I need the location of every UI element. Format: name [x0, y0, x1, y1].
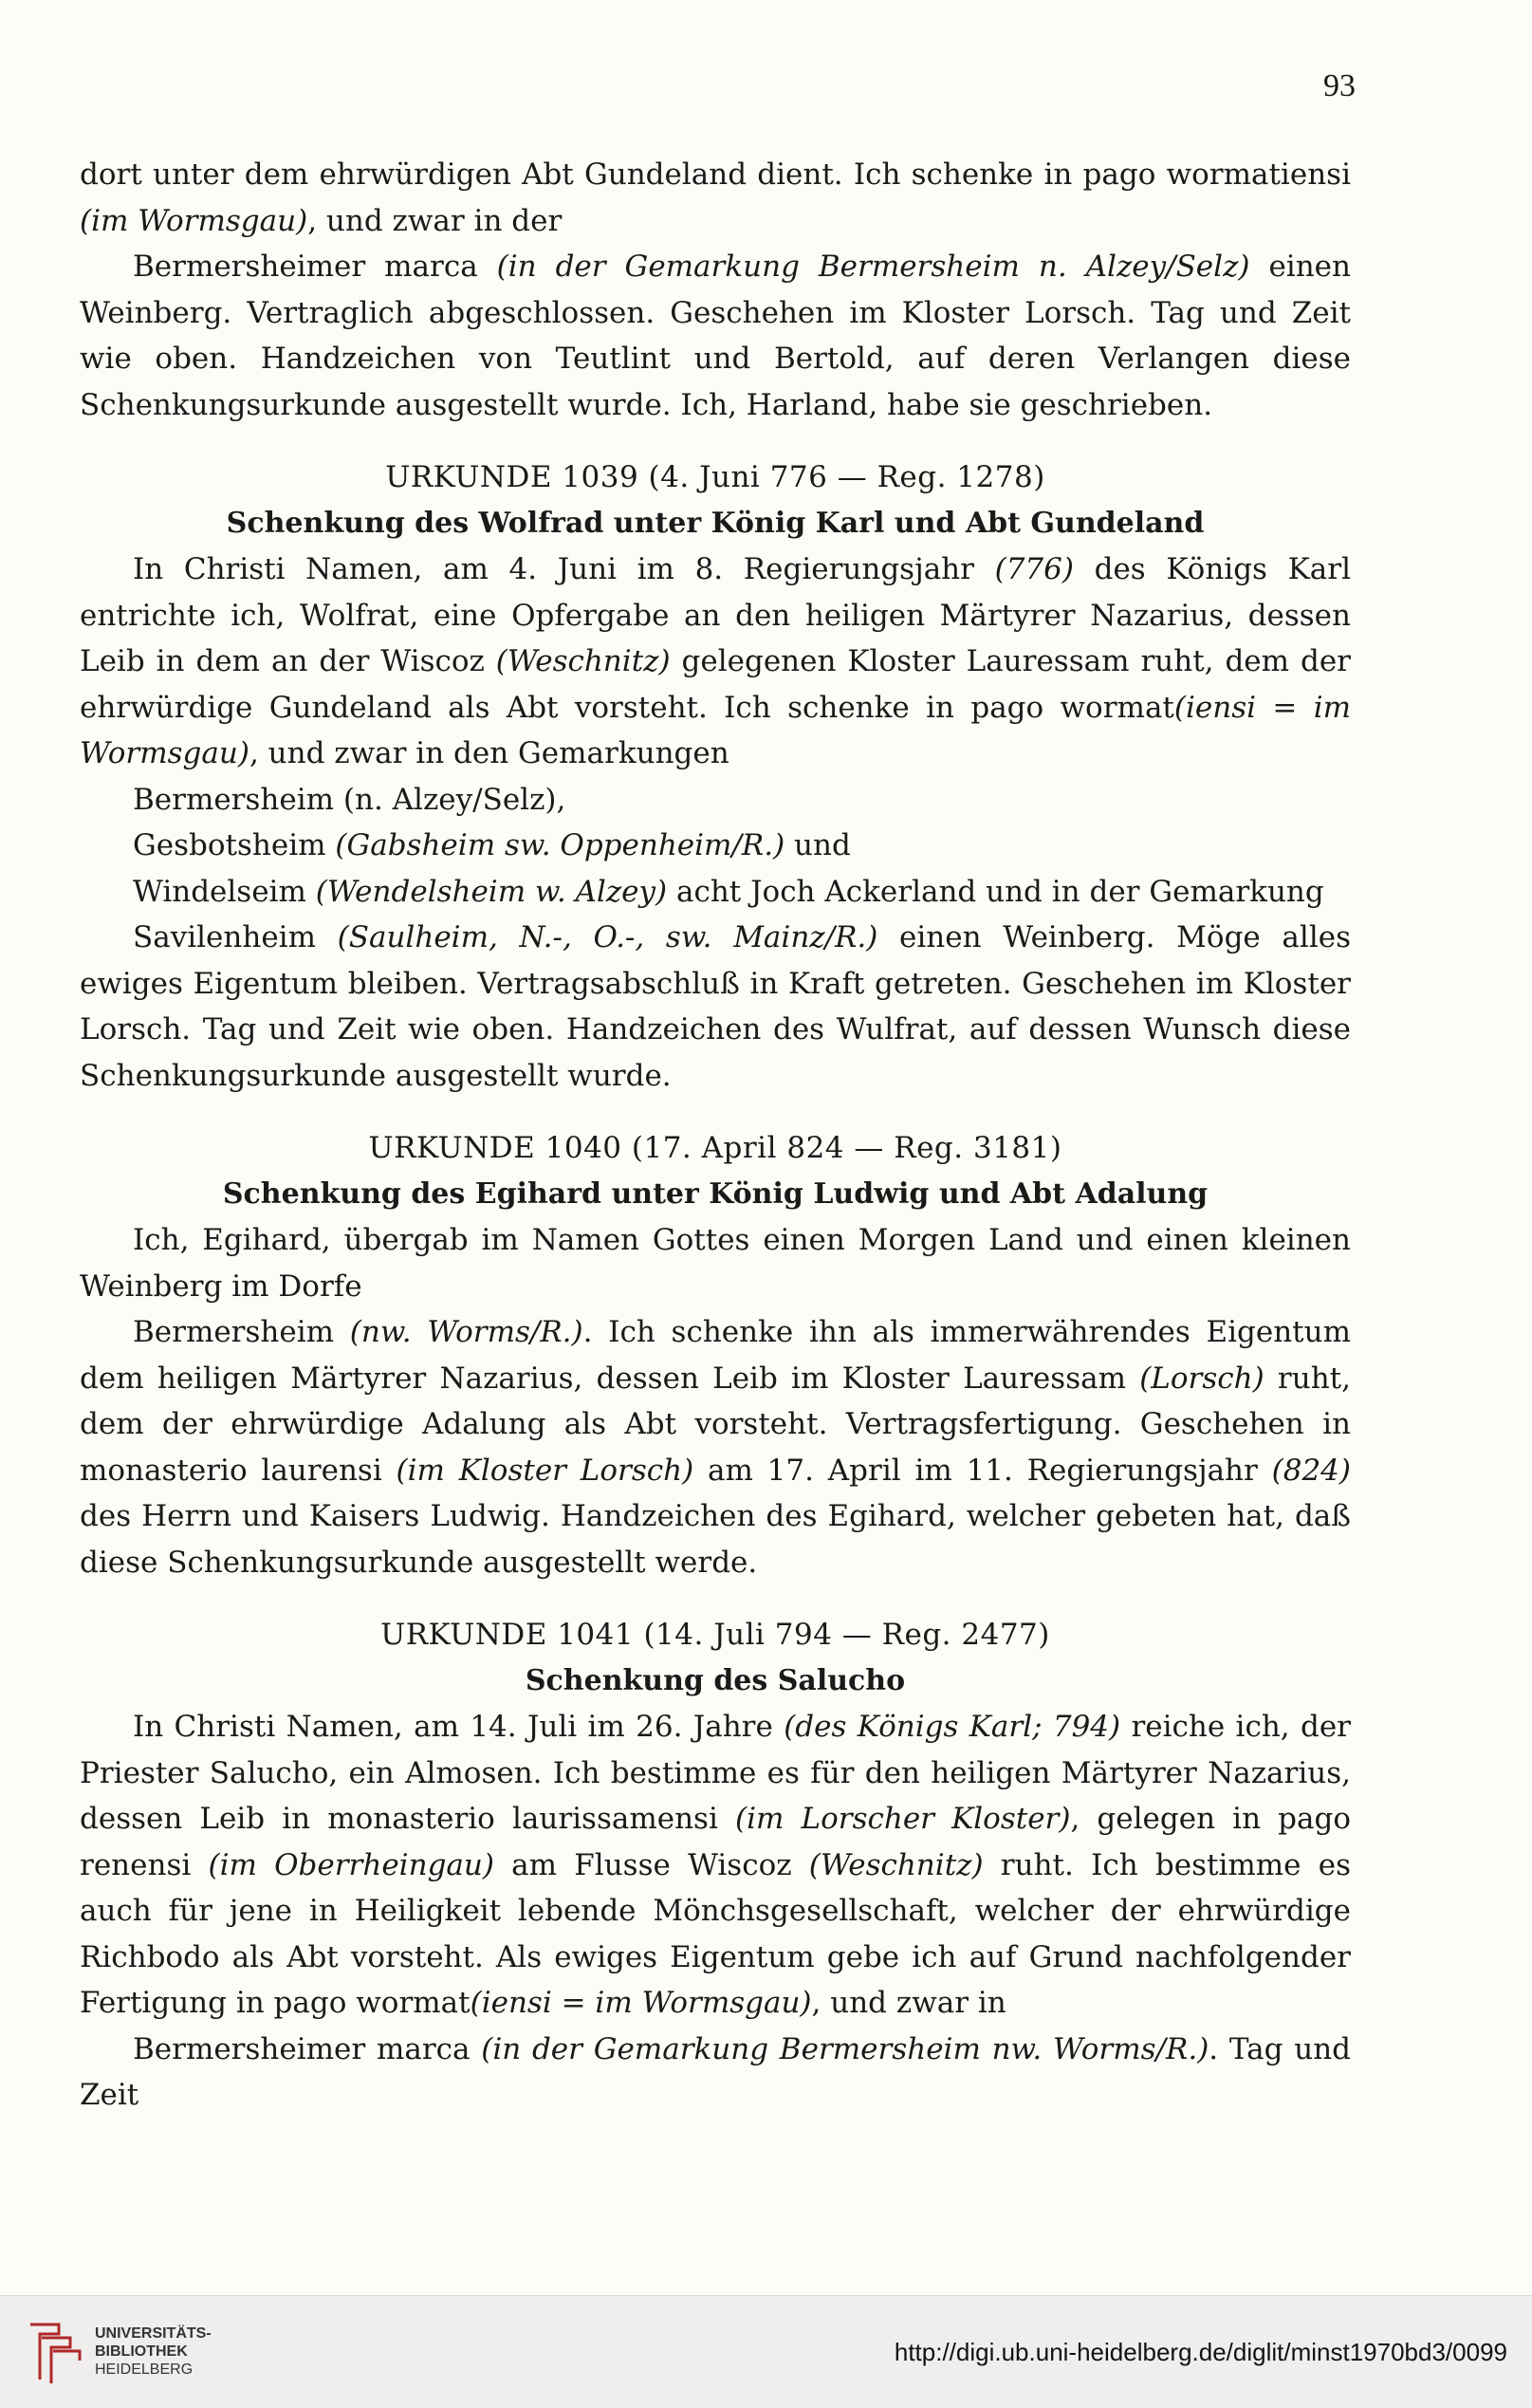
- section-subheading: Schenkung des Wolfrad unter König Karl und Abt Gundeland: [226, 506, 1205, 540]
- paragraph: Savilenheim (Saulheim, N.-, O.-, sw. Mainz/R.) einen Weinberg. Möge alles ewiges Eigentum bleiben. Vertragsabschluß in Kraft getreten. Geschehen im Kloster Lorsch. Tag und Zeit wie oben. Handzeichen des Wulfrat, auf dessen Wunsch diese Schenkungsurkunde ausgestellt wurde.: [80, 920, 1351, 1093]
- section-subheading: Schenkung des Salucho: [525, 1663, 906, 1697]
- paragraph: In Christi Namen, am 14. Juli im 26. Jahre (des Königs Karl; 794) reiche ich, der Priester Salucho, ein Almosen. Ich bestimme es für den heiligen Märtyrer Nazarius, dessen Leib in monasterio laurissamensi (im Lorscher Kloster), gelegen in pago renensi (im Oberrheingau) am Flusse Wiscoz (Weschnitz) ruht. Ich bestimme es auch für jene in Heiligkeit lebende Mönchsgesellschaft, welcher der ehrwürdige Richbodo als Abt vorsteht. Als ewiges Eigentum gebe ich auf Grund nachfolgender Fertigung in pago wormat(iensi = im Wormsgau), und zwar in: [80, 1710, 1352, 2020]
- place-line: Windelseim (Wendelsheim w. Alzey) acht Joch Ackerland und in der Gemarkung: [133, 874, 1324, 909]
- paragraph: Bermersheimer marca (in der Gemarkung Bermersheim n. Alzey/Selz) einen Weinberg. Vertraglich abgeschlossen. Geschehen im Kloster Lorsch. Tag und Zeit wie oben. Handzeichen von Teutlint und Bertold, auf deren Verlangen diese Schenkungsurkunde ausgestellt wurde. Ich, Harland, habe sie geschrieben.: [80, 250, 1351, 422]
- paragraph: dort unter dem ehrwürdigen Abt Gundeland dient. Ich schenke in pago wormatiensi (im Wormsgau), und zwar in der: [80, 157, 1351, 238]
- paragraph: Bermersheim (nw. Worms/R.). Ich schenke ihn als immerwährendes Eigentum dem heiligen Märtyrer Nazarius, dessen Leib im Kloster Lauressam (Lorsch) ruht, dem der ehrwürdige Adalung als Abt vorsteht. Vertragsfertigung. Geschehen in monasterio laurensi (im Kloster Lorsch) am 17. April im 11. Regierungsjahr (824) des Herrn und Kaisers Ludwig. Handzeichen des Egihard, welcher gebeten hat, daß diese Schenkungsurkunde ausgestellt werde.: [80, 1315, 1351, 1580]
- section-heading: URKUNDE 1040 (17. April 824 — Reg. 3181): [368, 1131, 1062, 1165]
- ub-heidelberg-logo-icon: [21, 2317, 83, 2387]
- permalink-url[interactable]: http://digi.ub.uni-heidelberg.de/diglit/minst1970bd3/0099: [894, 2338, 1507, 2366]
- section-subheading: Schenkung des Egihard unter König Ludwig und Abt Adalung: [222, 1176, 1209, 1211]
- section-heading: URKUNDE 1041 (14. Juli 794 — Reg. 2477): [380, 1618, 1050, 1652]
- place-line: Gesbotsheim (Gabsheim sw. Oppenheim/R.) und: [133, 828, 851, 862]
- paragraph: Ich, Egihard, übergab im Namen Gottes einen Morgen Land und einen kleinen Weinberg im Dorfe: [80, 1223, 1351, 1304]
- page-body: [80, 152, 1351, 2119]
- page-number: 93: [1323, 68, 1356, 103]
- section-heading: URKUNDE 1039 (4. Juni 776 — Reg. 1278): [385, 460, 1045, 494]
- paragraph: In Christi Namen, am 4. Juni im 8. Regierungsjahr (776) des Königs Karl entrichte ich, Wolfrat, eine Opfergabe an den heiligen Märtyrer Nazarius, dessen Leib in dem an der Wiscoz (Weschnitz) gelegenen Kloster Lauressam ruht, dem der ehrwürdige Gundeland als Abt vorsteht. Ich schenke in pago wormat(iensi = im Wormsgau), und zwar in den Gemarkungen: [80, 552, 1352, 770]
- viewer-footer: [0, 2295, 1532, 2408]
- place-line: Bermersheim (n. Alzey/Selz),: [133, 782, 566, 817]
- library-name: UNIVERSITÄTS- BIBLIOTHEK HEIDELBERG: [95, 2325, 212, 2378]
- paragraph: Bermersheimer marca (in der Gemarkung Bermersheim nw. Worms/R.). Tag und Zeit: [80, 2031, 1352, 2112]
